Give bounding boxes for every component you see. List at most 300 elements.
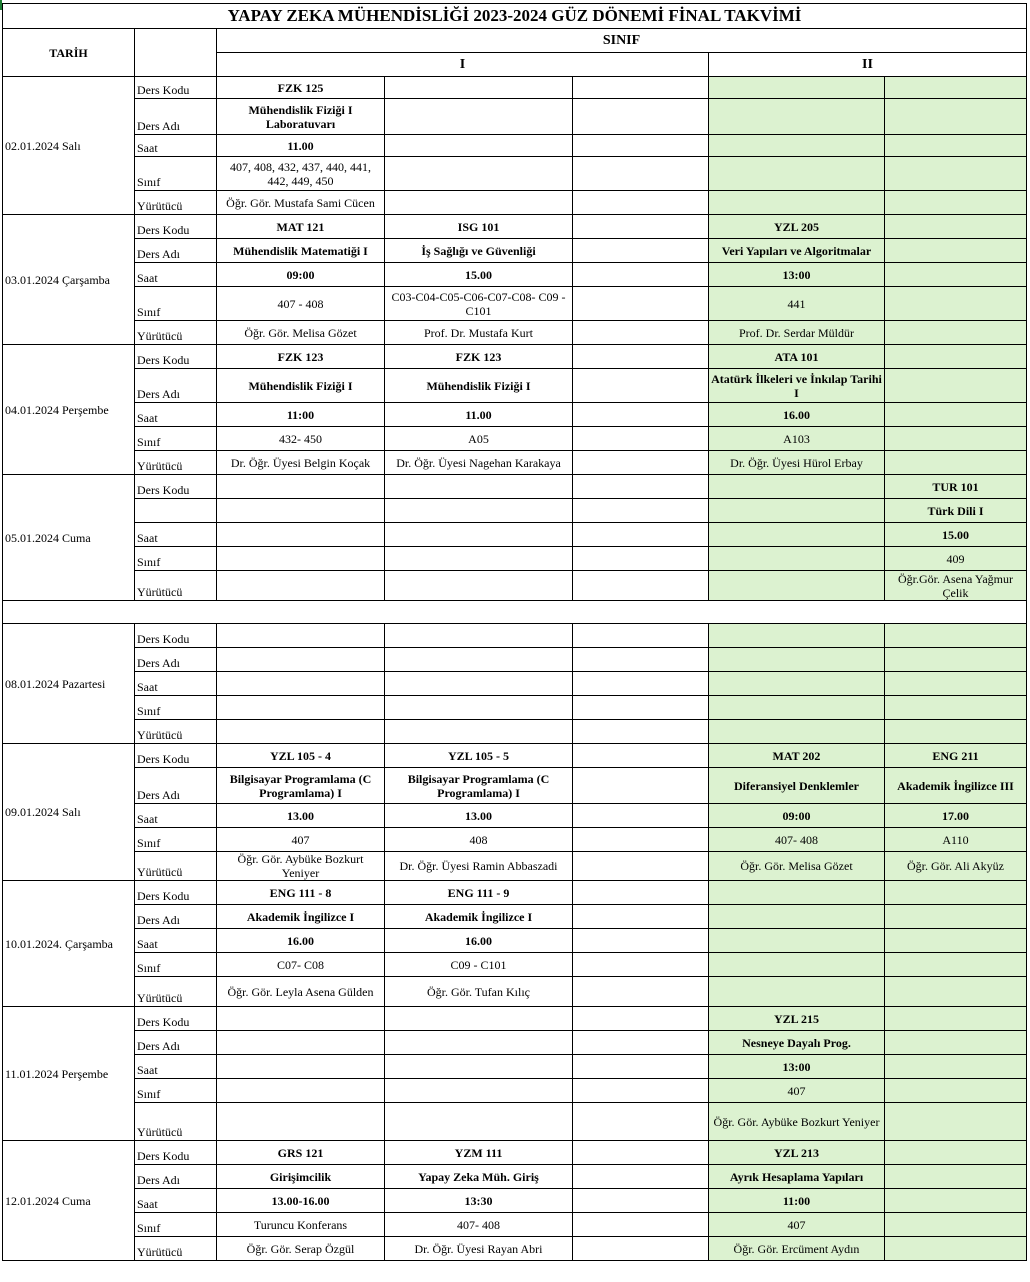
time-cell: 13.00 bbox=[385, 804, 573, 828]
time-cell bbox=[385, 135, 573, 157]
room-cell bbox=[885, 427, 1027, 451]
instructor-cell bbox=[709, 720, 885, 744]
row-label bbox=[135, 499, 217, 523]
course-code-cell bbox=[385, 624, 573, 648]
page-title: YAPAY ZEKA MÜHENDİSLİĞİ 2023-2024 GÜZ DÖNEMİ FİNAL TAKVİMİ bbox=[3, 4, 1027, 29]
course-name-cell: Mühendislik Fiziği I bbox=[217, 369, 385, 403]
instructor-cell bbox=[385, 191, 573, 215]
course-code-cell bbox=[709, 881, 885, 905]
table-row bbox=[3, 852, 1027, 881]
instructor-cell: Öğr. Gör. Tufan Kılıç bbox=[385, 977, 573, 1007]
class-1-header: I bbox=[217, 53, 709, 77]
instructor-cell bbox=[885, 1237, 1027, 1261]
row-label: Yürütücü bbox=[135, 977, 217, 1007]
row-label: Sınıf bbox=[135, 157, 217, 191]
row-label: Ders Adı bbox=[135, 239, 217, 263]
course-code-cell bbox=[217, 624, 385, 648]
table-row bbox=[3, 427, 1027, 451]
time-cell bbox=[217, 1055, 385, 1079]
room-cell bbox=[217, 547, 385, 571]
room-cell bbox=[217, 1079, 385, 1103]
course-name-cell bbox=[573, 768, 709, 804]
spacer-row bbox=[3, 601, 1027, 624]
row-label: Ders Kodu bbox=[135, 624, 217, 648]
instructor-cell: Öğr. Gör. Aybüke Bozkurt Yeniyer bbox=[709, 1103, 885, 1141]
table-row bbox=[3, 1055, 1027, 1079]
exam-schedule-sheet bbox=[2, 3, 1027, 1261]
instructor-cell bbox=[573, 1237, 709, 1261]
time-cell bbox=[709, 929, 885, 953]
course-code-cell bbox=[573, 1141, 709, 1165]
course-name-cell bbox=[885, 905, 1027, 929]
time-cell bbox=[573, 1055, 709, 1079]
course-code-cell bbox=[573, 744, 709, 768]
row-label: Sınıf bbox=[135, 1079, 217, 1103]
course-code-cell: FZK 123 bbox=[217, 345, 385, 369]
row-label: Sınıf bbox=[135, 287, 217, 321]
date-cell: 05.01.2024 Cuma bbox=[3, 475, 135, 601]
date-cell: 08.01.2024 Pazartesi bbox=[3, 624, 135, 744]
time-cell: 16.00 bbox=[709, 403, 885, 427]
course-name-cell: Diferansiyel Denklemler bbox=[709, 768, 885, 804]
row-label: Saat bbox=[135, 929, 217, 953]
time-cell bbox=[885, 929, 1027, 953]
class-header: SINIF bbox=[217, 29, 1027, 53]
instructor-cell: Prof. Dr. Serdar Müldür bbox=[709, 321, 885, 345]
course-code-cell: MAT 202 bbox=[709, 744, 885, 768]
time-cell bbox=[709, 135, 885, 157]
room-cell bbox=[885, 287, 1027, 321]
table-row bbox=[3, 547, 1027, 571]
time-cell bbox=[385, 672, 573, 696]
row-label: Yürütücü bbox=[135, 191, 217, 215]
row-label: Ders Adı bbox=[135, 648, 217, 672]
row-label: Ders Kodu bbox=[135, 215, 217, 239]
room-cell bbox=[709, 547, 885, 571]
room-cell bbox=[709, 953, 885, 977]
row-label: Ders Kodu bbox=[135, 475, 217, 499]
course-name-cell bbox=[573, 99, 709, 135]
course-name-cell: Akademik İngilizce I bbox=[385, 905, 573, 929]
room-cell bbox=[885, 1079, 1027, 1103]
course-code-cell: ENG 111 - 9 bbox=[385, 881, 573, 905]
course-name-cell bbox=[385, 99, 573, 135]
instructor-cell bbox=[573, 1103, 709, 1141]
room-cell: 432- 450 bbox=[217, 427, 385, 451]
course-name-cell: Akademik İngilizce III bbox=[885, 768, 1027, 804]
time-cell bbox=[885, 1055, 1027, 1079]
row-label: Yürütücü bbox=[135, 1103, 217, 1141]
course-name-cell: Mühendislik Matematiği I bbox=[217, 239, 385, 263]
table-row bbox=[3, 696, 1027, 720]
course-code-cell bbox=[385, 1007, 573, 1031]
time-cell: 13:00 bbox=[709, 263, 885, 287]
course-code-cell bbox=[217, 475, 385, 499]
instructor-cell: Öğr. Gör. Serap Özgül bbox=[217, 1237, 385, 1261]
instructor-cell bbox=[885, 977, 1027, 1007]
course-code-cell: ISG 101 bbox=[385, 215, 573, 239]
course-name-cell bbox=[573, 905, 709, 929]
room-cell bbox=[573, 287, 709, 321]
time-cell bbox=[709, 672, 885, 696]
course-name-cell bbox=[573, 648, 709, 672]
table-row bbox=[3, 953, 1027, 977]
instructor-cell: Öğr. Gör. Leyla Asena Gülden bbox=[217, 977, 385, 1007]
table-row bbox=[3, 1079, 1027, 1103]
time-cell bbox=[573, 135, 709, 157]
label-column-header bbox=[135, 29, 217, 77]
course-code-cell bbox=[573, 77, 709, 99]
instructor-cell bbox=[573, 321, 709, 345]
class-2-header: II bbox=[709, 53, 1027, 77]
course-code-cell bbox=[885, 1007, 1027, 1031]
course-name-cell bbox=[217, 1031, 385, 1055]
table-row bbox=[3, 571, 1027, 601]
course-code-cell: YZL 105 - 4 bbox=[217, 744, 385, 768]
room-cell: 441 bbox=[709, 287, 885, 321]
course-code-cell: ENG 111 - 8 bbox=[217, 881, 385, 905]
course-code-cell bbox=[573, 475, 709, 499]
table-row bbox=[3, 191, 1027, 215]
row-label: Yürütücü bbox=[135, 451, 217, 475]
course-name-cell: Bilgisayar Programlama (C Programlama) I bbox=[217, 768, 385, 804]
instructor-cell: Öğr. Gör. Aybüke Bozkurt Yeniyer bbox=[217, 852, 385, 881]
course-name-cell bbox=[709, 905, 885, 929]
course-code-cell bbox=[885, 881, 1027, 905]
time-cell: 13:00 bbox=[709, 1055, 885, 1079]
time-cell bbox=[385, 523, 573, 547]
table-row bbox=[3, 1237, 1027, 1261]
time-cell: 13.00-16.00 bbox=[217, 1189, 385, 1213]
table-row bbox=[3, 1007, 1027, 1031]
time-cell bbox=[573, 523, 709, 547]
table-row bbox=[3, 624, 1027, 648]
time-cell bbox=[885, 672, 1027, 696]
table-row bbox=[3, 672, 1027, 696]
course-name-cell bbox=[885, 1165, 1027, 1189]
room-cell: 407 bbox=[709, 1213, 885, 1237]
course-name-cell bbox=[385, 1031, 573, 1055]
instructor-cell bbox=[573, 720, 709, 744]
course-name-cell bbox=[885, 648, 1027, 672]
row-label: Ders Adı bbox=[135, 99, 217, 135]
time-cell bbox=[573, 263, 709, 287]
time-cell bbox=[385, 1055, 573, 1079]
time-cell: 13:30 bbox=[385, 1189, 573, 1213]
table-row bbox=[3, 768, 1027, 804]
instructor-cell bbox=[573, 977, 709, 1007]
room-cell: A103 bbox=[709, 427, 885, 451]
course-name-cell: İş Sağlığı ve Güvenliği bbox=[385, 239, 573, 263]
table-row bbox=[3, 287, 1027, 321]
room-cell bbox=[573, 427, 709, 451]
room-cell bbox=[573, 953, 709, 977]
table-row bbox=[3, 744, 1027, 768]
course-code-cell bbox=[573, 624, 709, 648]
row-label: Ders Adı bbox=[135, 369, 217, 403]
instructor-cell bbox=[709, 977, 885, 1007]
row-label: Ders Adı bbox=[135, 1165, 217, 1189]
date-cell: 09.01.2024 Salı bbox=[3, 744, 135, 881]
course-name-cell: Ayrık Hesaplama Yapıları bbox=[709, 1165, 885, 1189]
room-cell bbox=[885, 953, 1027, 977]
instructor-cell bbox=[385, 1103, 573, 1141]
instructor-cell bbox=[573, 451, 709, 475]
course-name-cell bbox=[885, 99, 1027, 135]
instructor-cell: Öğr. Gör. Ali Akyüz bbox=[885, 852, 1027, 881]
instructor-cell: Dr. Öğr. Üyesi Ramin Abbaszadi bbox=[385, 852, 573, 881]
time-cell: 09:00 bbox=[217, 263, 385, 287]
row-label: Ders Kodu bbox=[135, 1141, 217, 1165]
course-name-cell bbox=[217, 499, 385, 523]
row-label: Sınıf bbox=[135, 828, 217, 852]
room-cell: C09 - C101 bbox=[385, 953, 573, 977]
room-cell bbox=[573, 1213, 709, 1237]
instructor-cell bbox=[885, 1103, 1027, 1141]
course-name-cell bbox=[709, 99, 885, 135]
instructor-cell bbox=[573, 191, 709, 215]
room-cell: 407- 408 bbox=[709, 828, 885, 852]
room-cell bbox=[385, 696, 573, 720]
course-name-cell: Akademik İngilizce I bbox=[217, 905, 385, 929]
course-code-cell: FZK 123 bbox=[385, 345, 573, 369]
course-code-cell bbox=[385, 475, 573, 499]
table-row bbox=[3, 929, 1027, 953]
course-name-cell bbox=[385, 499, 573, 523]
table-row bbox=[3, 523, 1027, 547]
row-label: Saat bbox=[135, 672, 217, 696]
room-cell bbox=[885, 1213, 1027, 1237]
table-row bbox=[3, 99, 1027, 135]
row-label: Ders Kodu bbox=[135, 744, 217, 768]
time-cell bbox=[573, 804, 709, 828]
row-label: Saat bbox=[135, 263, 217, 287]
instructor-cell bbox=[385, 571, 573, 601]
table-row bbox=[3, 451, 1027, 475]
course-code-cell bbox=[885, 345, 1027, 369]
time-cell: 17.00 bbox=[885, 804, 1027, 828]
instructor-cell: Öğr.Gör. Asena Yağmur Çelik bbox=[885, 571, 1027, 601]
time-cell bbox=[217, 523, 385, 547]
row-label: Yürütücü bbox=[135, 1237, 217, 1261]
room-cell bbox=[573, 696, 709, 720]
course-code-cell: TUR 101 bbox=[885, 475, 1027, 499]
instructor-cell bbox=[885, 321, 1027, 345]
date-cell: 03.01.2024 Çarşamba bbox=[3, 215, 135, 345]
room-cell: A110 bbox=[885, 828, 1027, 852]
room-cell bbox=[573, 828, 709, 852]
course-code-cell bbox=[709, 77, 885, 99]
time-cell bbox=[885, 135, 1027, 157]
course-name-cell: Yapay Zeka Müh. Giriş bbox=[385, 1165, 573, 1189]
table-row bbox=[3, 157, 1027, 191]
table-row bbox=[3, 977, 1027, 1007]
time-cell bbox=[709, 523, 885, 547]
course-name-cell bbox=[709, 499, 885, 523]
row-label: Saat bbox=[135, 1189, 217, 1213]
row-label: Saat bbox=[135, 523, 217, 547]
instructor-cell bbox=[709, 191, 885, 215]
room-cell bbox=[385, 157, 573, 191]
table-row bbox=[3, 321, 1027, 345]
row-label: Ders Kodu bbox=[135, 881, 217, 905]
time-cell bbox=[573, 672, 709, 696]
room-cell: C07- C08 bbox=[217, 953, 385, 977]
time-cell: 15.00 bbox=[885, 523, 1027, 547]
instructor-cell: Dr. Öğr. Üyesi Hürol Erbay bbox=[709, 451, 885, 475]
time-cell bbox=[885, 1189, 1027, 1213]
row-label: Saat bbox=[135, 804, 217, 828]
instructor-cell: Öğr. Gör. Melisa Gözet bbox=[709, 852, 885, 881]
room-cell: 407, 408, 432, 437, 440, 441, 442, 449, 450 bbox=[217, 157, 385, 191]
row-label: Ders Kodu bbox=[135, 1007, 217, 1031]
room-cell bbox=[885, 157, 1027, 191]
row-label: Yürütücü bbox=[135, 720, 217, 744]
date-cell: 02.01.2024 Salı bbox=[3, 77, 135, 215]
table-row bbox=[3, 1213, 1027, 1237]
course-code-cell: YZL 213 bbox=[709, 1141, 885, 1165]
time-cell bbox=[885, 263, 1027, 287]
time-cell: 11:00 bbox=[709, 1189, 885, 1213]
instructor-cell bbox=[709, 571, 885, 601]
course-code-cell: MAT 121 bbox=[217, 215, 385, 239]
time-cell bbox=[573, 929, 709, 953]
room-cell: A05 bbox=[385, 427, 573, 451]
table-row bbox=[3, 1103, 1027, 1141]
course-name-cell: Mühendislik Fiziği I Laboratuvarı bbox=[217, 99, 385, 135]
row-label: Sınıf bbox=[135, 696, 217, 720]
instructor-cell: Dr. Öğr. Üyesi Rayan Abri bbox=[385, 1237, 573, 1261]
instructor-cell bbox=[573, 571, 709, 601]
room-cell: 408 bbox=[385, 828, 573, 852]
course-code-cell: ENG 211 bbox=[885, 744, 1027, 768]
table-row bbox=[3, 1141, 1027, 1165]
course-code-cell bbox=[709, 475, 885, 499]
table-row bbox=[3, 720, 1027, 744]
course-code-cell bbox=[573, 215, 709, 239]
course-name-cell: Nesneye Dayalı Prog. bbox=[709, 1031, 885, 1055]
time-cell: 16.00 bbox=[217, 929, 385, 953]
time-cell: 15.00 bbox=[385, 263, 573, 287]
table-row bbox=[3, 345, 1027, 369]
course-code-cell: FZK 125 bbox=[217, 77, 385, 99]
course-code-cell bbox=[885, 1141, 1027, 1165]
date-column-header: TARİH bbox=[3, 29, 135, 77]
table-row bbox=[3, 905, 1027, 929]
course-name-cell bbox=[573, 1165, 709, 1189]
time-cell: 11.00 bbox=[217, 135, 385, 157]
time-cell: 13.00 bbox=[217, 804, 385, 828]
course-code-cell: YZL 205 bbox=[709, 215, 885, 239]
instructor-cell bbox=[385, 720, 573, 744]
table-row bbox=[3, 475, 1027, 499]
row-label: Yürütücü bbox=[135, 321, 217, 345]
room-cell bbox=[385, 547, 573, 571]
room-cell bbox=[709, 696, 885, 720]
room-cell bbox=[217, 696, 385, 720]
course-code-cell bbox=[573, 881, 709, 905]
row-label: Yürütücü bbox=[135, 571, 217, 601]
course-code-cell: ATA 101 bbox=[709, 345, 885, 369]
course-name-cell bbox=[709, 648, 885, 672]
course-code-cell bbox=[885, 77, 1027, 99]
instructor-cell bbox=[217, 720, 385, 744]
room-cell bbox=[573, 547, 709, 571]
course-code-cell bbox=[573, 1007, 709, 1031]
room-cell bbox=[573, 1079, 709, 1103]
row-label: Sınıf bbox=[135, 1213, 217, 1237]
room-cell bbox=[885, 696, 1027, 720]
instructor-cell: Öğr. Gör. Melisa Gözet bbox=[217, 321, 385, 345]
course-name-cell: Atatürk İlkeleri ve İnkılap Tarihi I bbox=[709, 369, 885, 403]
room-cell: 407 bbox=[217, 828, 385, 852]
instructor-cell bbox=[885, 720, 1027, 744]
time-cell: 11:00 bbox=[217, 403, 385, 427]
instructor-cell: Dr. Öğr. Üyesi Nagehan Karakaya bbox=[385, 451, 573, 475]
time-cell: 16.00 bbox=[385, 929, 573, 953]
table-row bbox=[3, 239, 1027, 263]
time-cell bbox=[573, 403, 709, 427]
instructor-cell bbox=[573, 852, 709, 881]
course-code-cell: YZM 111 bbox=[385, 1141, 573, 1165]
row-label: Sınıf bbox=[135, 953, 217, 977]
table-row bbox=[3, 369, 1027, 403]
table-row bbox=[3, 77, 1027, 99]
time-cell bbox=[217, 672, 385, 696]
table-row bbox=[3, 1031, 1027, 1055]
course-name-cell bbox=[217, 648, 385, 672]
course-code-cell bbox=[885, 624, 1027, 648]
row-label: Yürütücü bbox=[135, 852, 217, 881]
table-row bbox=[3, 1165, 1027, 1189]
course-name-cell bbox=[573, 239, 709, 263]
table-row bbox=[3, 804, 1027, 828]
date-cell: 04.01.2024 Perşembe bbox=[3, 345, 135, 475]
course-code-cell: YZL 105 - 5 bbox=[385, 744, 573, 768]
table-row bbox=[3, 403, 1027, 427]
table-row bbox=[3, 1189, 1027, 1213]
instructor-cell bbox=[885, 191, 1027, 215]
date-cell: 12.01.2024 Cuma bbox=[3, 1141, 135, 1261]
room-cell: 407 - 408 bbox=[217, 287, 385, 321]
course-name-cell bbox=[885, 239, 1027, 263]
instructor-cell: Dr. Öğr. Üyesi Belgin Koçak bbox=[217, 451, 385, 475]
room-cell bbox=[385, 1079, 573, 1103]
row-label: Saat bbox=[135, 1055, 217, 1079]
row-label: Ders Adı bbox=[135, 768, 217, 804]
room-cell bbox=[709, 157, 885, 191]
time-cell: 09:00 bbox=[709, 804, 885, 828]
course-name-cell bbox=[385, 648, 573, 672]
room-cell: 407- 408 bbox=[385, 1213, 573, 1237]
course-name-cell bbox=[885, 369, 1027, 403]
course-name-cell: Veri Yapıları ve Algoritmalar bbox=[709, 239, 885, 263]
row-label: Ders Kodu bbox=[135, 345, 217, 369]
course-name-cell bbox=[573, 1031, 709, 1055]
course-name-cell bbox=[573, 499, 709, 523]
table-row bbox=[3, 648, 1027, 672]
table-row bbox=[3, 215, 1027, 239]
course-code-cell: GRS 121 bbox=[217, 1141, 385, 1165]
course-code-cell: YZL 215 bbox=[709, 1007, 885, 1031]
room-cell: Turuncu Konferans bbox=[217, 1213, 385, 1237]
course-name-cell: Mühendislik Fiziği I bbox=[385, 369, 573, 403]
table-row bbox=[3, 499, 1027, 523]
row-label: Ders Adı bbox=[135, 1031, 217, 1055]
course-name-cell bbox=[573, 369, 709, 403]
date-cell: 10.01.2024. Çarşamba bbox=[3, 881, 135, 1007]
room-cell bbox=[573, 157, 709, 191]
